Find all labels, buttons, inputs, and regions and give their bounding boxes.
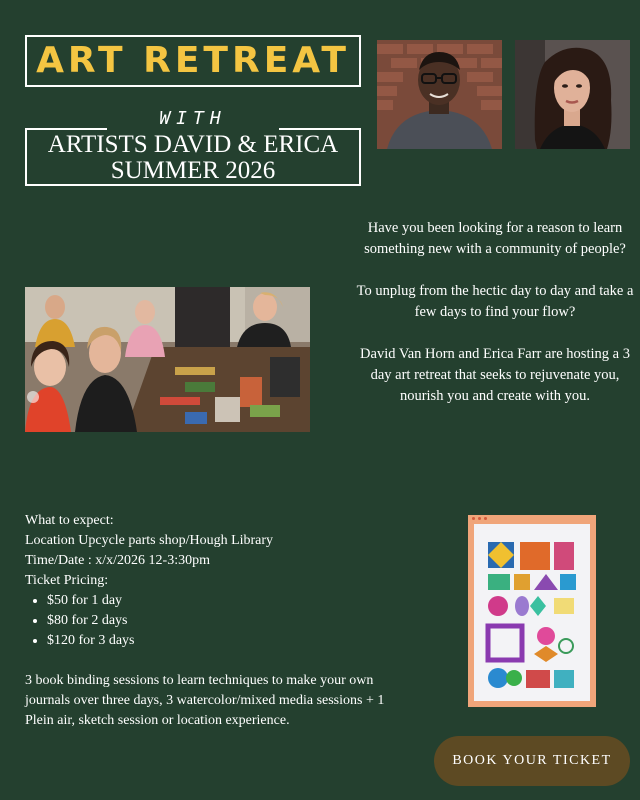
- intro-question-learn: Have you been looking for a reason to learn something new with a community of people?: [364, 220, 626, 257]
- intro-question-unplug: To unplug from the hectic day to day and take a few days to find your flow?: [356, 283, 634, 320]
- title-banner: [25, 35, 361, 87]
- window-dots-icon: [472, 517, 487, 520]
- subtitle-season: SUMMER 2026: [110, 157, 276, 184]
- page-title: ART RETREAT: [36, 40, 350, 81]
- group-photo: [25, 287, 310, 432]
- with-label: WITH: [159, 108, 227, 129]
- event-details: [25, 511, 415, 731]
- portrait-erica: [515, 40, 630, 149]
- subtitle-artists: ARTISTS DAVID & ERICA: [47, 131, 339, 158]
- price-item: • $80 for 2 days: [47, 611, 415, 631]
- details-heading: What to expect:: [25, 513, 114, 528]
- sessions-description: 3 book binding sessions to learn techniques to make your own journals over three days, 3 watercolor/mixed media sessions + 1 Plein air, sketch session or location experience.: [25, 673, 385, 728]
- artwork-image: [468, 515, 596, 707]
- pricing-label: Ticket Pricing:: [25, 573, 109, 588]
- details-time: Time/Date : x/x/2026 12-3:30pm: [25, 553, 210, 568]
- details-location: Location Upcycle parts shop/Hough Library: [25, 533, 274, 548]
- intro-text: [350, 218, 640, 428]
- price-list: [25, 591, 415, 651]
- book-ticket-button[interactable]: BOOK YOUR TICKET: [434, 736, 630, 786]
- subtitle: [25, 132, 361, 184]
- portrait-david: [377, 40, 502, 149]
- price-item: • $50 for 1 day: [47, 591, 415, 611]
- intro-hosts: David Van Horn and Erica Farr are hosting a 3 day art retreat that seeks to rejuvenate you, nourish you and create with you.: [360, 346, 630, 404]
- price-item: • $120 for 3 days: [47, 631, 415, 651]
